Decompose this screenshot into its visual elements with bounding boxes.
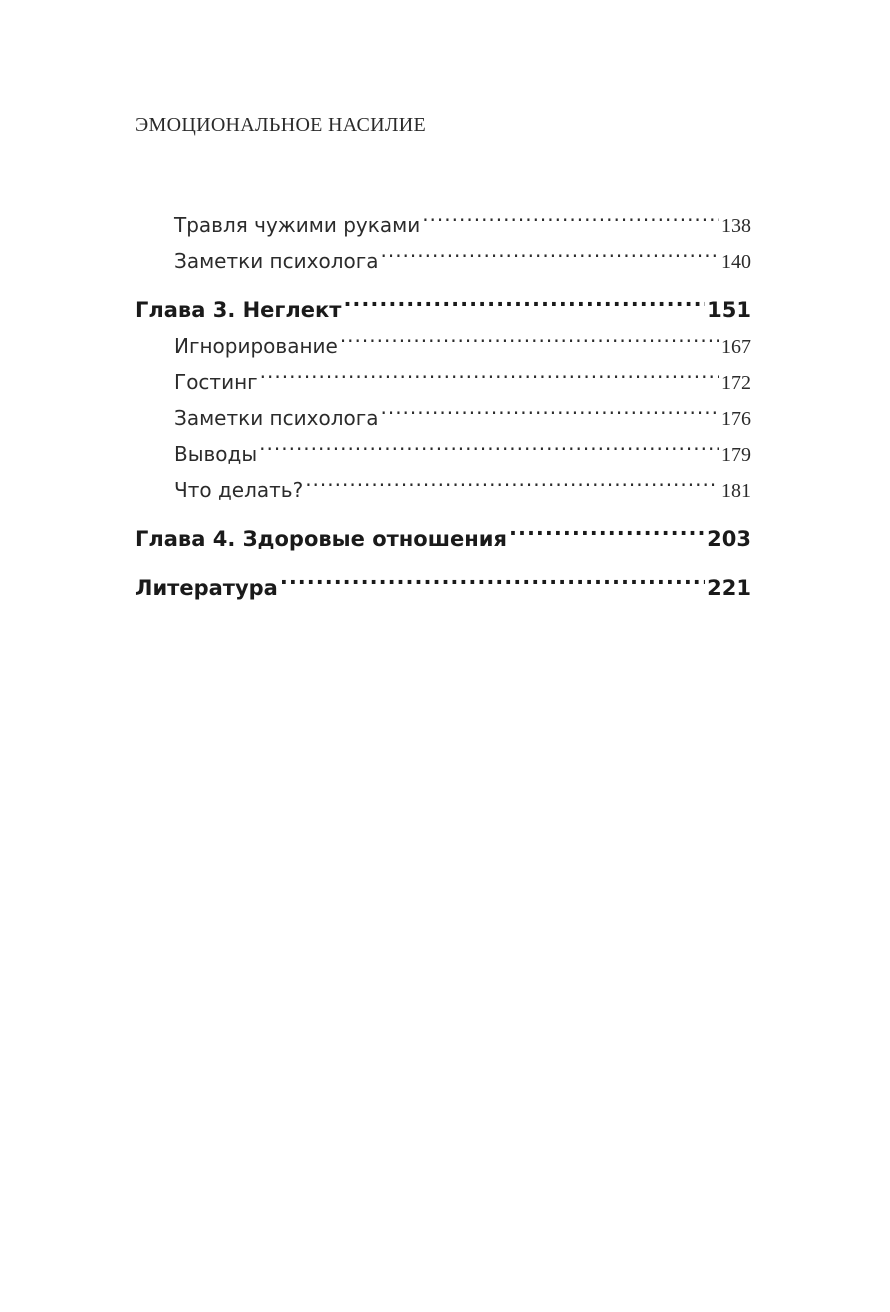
toc-chapter-entry bbox=[135, 281, 751, 322]
toc-entry-title: Заметки психолога bbox=[174, 249, 379, 273]
toc-entry-page: 172 bbox=[721, 372, 751, 394]
dot-leader bbox=[340, 317, 719, 353]
toc-entry bbox=[135, 196, 751, 237]
dot-leader bbox=[343, 281, 705, 317]
dot-leader bbox=[380, 232, 719, 268]
dot-leader bbox=[259, 425, 719, 461]
dot-leader bbox=[280, 559, 705, 595]
toc-entry-title: Что делать? bbox=[174, 478, 304, 502]
toc-entry-title: Выводы bbox=[174, 442, 258, 466]
toc-entry-page: 176 bbox=[721, 408, 751, 430]
dot-leader bbox=[422, 196, 719, 232]
toc-chapter-page: 221 bbox=[707, 576, 751, 600]
dot-leader bbox=[509, 510, 705, 546]
toc-entry-title: Травля чужими руками bbox=[174, 213, 421, 237]
toc-chapter-entry bbox=[135, 559, 751, 600]
toc-entry-page: 167 bbox=[721, 336, 751, 358]
toc-entry-page: 138 bbox=[721, 215, 751, 237]
toc-entry-title: Игнорирование bbox=[174, 334, 338, 358]
toc-chapter-entry bbox=[135, 510, 751, 551]
dot-leader bbox=[380, 389, 719, 425]
toc-entry-page: 140 bbox=[721, 251, 751, 273]
dot-leader bbox=[305, 461, 719, 497]
toc-entry-title: Гостинг bbox=[174, 370, 258, 394]
table-of-contents bbox=[135, 196, 751, 600]
running-header: ЭМОЦИОНАЛЬНОЕ НАСИЛИЕ bbox=[135, 114, 426, 136]
toc-entry-title: Заметки психолога bbox=[174, 406, 379, 430]
toc-chapter-title: Литература bbox=[135, 576, 278, 600]
dot-leader bbox=[260, 353, 719, 389]
toc-chapter-page: 203 bbox=[707, 527, 751, 551]
toc-chapter-page: 151 bbox=[707, 298, 751, 322]
toc-chapter-title: Глава 4. Здоровые отношения bbox=[135, 527, 507, 551]
toc-entry-page: 181 bbox=[721, 480, 751, 502]
toc-entry-page: 179 bbox=[721, 444, 751, 466]
toc-chapter-title: Глава 3. Неглект bbox=[135, 298, 342, 322]
